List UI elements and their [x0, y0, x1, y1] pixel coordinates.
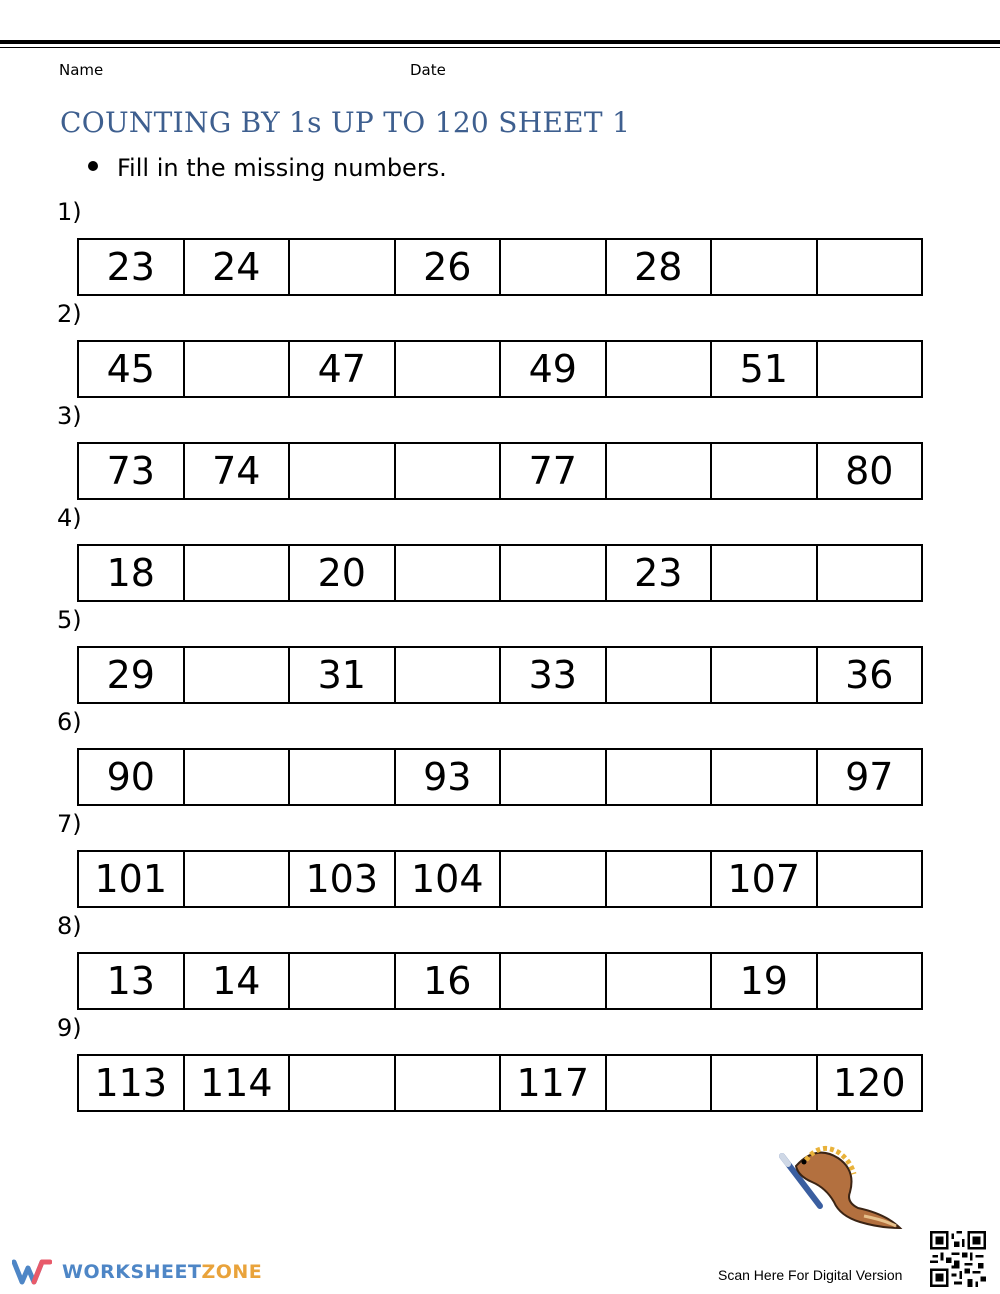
given-number-cell: 74 [185, 444, 291, 498]
problem-number: 5) [57, 606, 82, 634]
problem-number: 9) [57, 1014, 82, 1042]
given-number-cell: 14 [185, 954, 291, 1008]
answer-blank-cell[interactable] [185, 648, 291, 702]
given-number-cell: 90 [79, 750, 185, 804]
answer-blank-cell[interactable] [396, 546, 502, 600]
given-number-cell: 80 [845, 449, 894, 493]
given-number-cell: 29 [79, 648, 185, 702]
given-number-cell: 113 [79, 1056, 185, 1110]
answer-blank-cell[interactable] [818, 852, 922, 906]
answer-blank-cell[interactable] [396, 648, 502, 702]
answer-blank-cell[interactable] [607, 1056, 713, 1110]
given-number-cell: 19 [712, 954, 818, 1008]
given-number-cell: 31 [290, 648, 396, 702]
given-number-cell: 107 [712, 852, 818, 906]
scan-prompt: Scan Here For Digital Version [718, 1267, 903, 1283]
given-number-cell: 13 [79, 954, 185, 1008]
given-number-cell: 16 [396, 954, 502, 1008]
given-number-cell: 93 [396, 750, 502, 804]
given-number-cell: 47 [290, 342, 396, 396]
given-number-cell: 45 [79, 342, 185, 396]
answer-blank-cell[interactable] [501, 852, 607, 906]
problem-number: 7) [57, 810, 82, 838]
answer-blank-cell[interactable] [712, 648, 818, 702]
number-row [77, 1054, 923, 1112]
number-row [77, 952, 923, 1010]
given-number-cell: 18 [79, 546, 185, 600]
given-number-cell: 23 [79, 240, 185, 294]
given-number-cell: 23 [607, 546, 713, 600]
given-number-cell: 33 [501, 648, 607, 702]
given-number-cell: 20 [290, 546, 396, 600]
answer-blank-cell[interactable] [712, 444, 818, 498]
problem-number: 6) [57, 708, 82, 736]
answer-blank-cell[interactable] [607, 954, 713, 1008]
answer-blank-cell[interactable] [712, 750, 818, 804]
given-number-cell: 77 [501, 444, 607, 498]
answer-blank-cell[interactable] [501, 750, 607, 804]
given-number-cell: 24 [185, 240, 291, 294]
given-number-cell: 97 [845, 755, 894, 799]
given-number-cell: 26 [396, 240, 502, 294]
given-number-cell: 28 [607, 240, 713, 294]
problem-number: 8) [57, 912, 82, 940]
given-number-cell: 101 [79, 852, 185, 906]
answer-blank-cell[interactable] [607, 852, 713, 906]
answer-blank-cell[interactable] [185, 852, 291, 906]
answer-blank-cell[interactable] [396, 1056, 502, 1110]
answer-blank-cell[interactable] [607, 648, 713, 702]
problem-number: 4) [57, 504, 82, 532]
number-row [77, 238, 923, 296]
answer-blank-cell[interactable] [396, 342, 502, 396]
number-row [77, 850, 923, 908]
answer-blank-cell[interactable] [607, 750, 713, 804]
answer-blank-cell[interactable] [290, 444, 396, 498]
answer-blank-cell[interactable] [818, 342, 922, 396]
answer-blank-cell[interactable] [290, 954, 396, 1008]
brand-name [62, 1261, 262, 1283]
answer-blank-cell[interactable] [501, 954, 607, 1008]
number-row [77, 442, 923, 500]
number-row [77, 748, 923, 806]
number-row [77, 544, 923, 602]
problem-number: 3) [57, 402, 82, 430]
problem-number: 1) [57, 198, 82, 226]
answer-blank-cell[interactable] [185, 546, 291, 600]
brand-main: WORKSHEET [62, 1261, 202, 1283]
instruction [88, 154, 447, 182]
name-field-label: Name [59, 61, 104, 79]
answer-blank-cell[interactable] [607, 444, 713, 498]
answer-blank-cell[interactable] [290, 240, 396, 294]
header-rule-thick [0, 40, 1000, 44]
answer-blank-cell[interactable] [501, 240, 607, 294]
given-number-cell: 36 [845, 653, 894, 697]
given-number-cell: 51 [712, 342, 818, 396]
answer-blank-cell[interactable] [607, 342, 713, 396]
answer-blank-cell[interactable] [712, 546, 818, 600]
instruction-text: Fill in the missing numbers. [117, 154, 447, 182]
problem-number: 2) [57, 300, 82, 328]
given-number-cell: 114 [185, 1056, 291, 1110]
answer-blank-cell[interactable] [185, 750, 291, 804]
answer-blank-cell[interactable] [290, 1056, 396, 1110]
answer-blank-cell[interactable] [290, 750, 396, 804]
answer-blank-cell[interactable] [818, 546, 922, 600]
brand-accent: ZONE [201, 1261, 263, 1283]
given-number-cell: 120 [832, 1061, 906, 1105]
number-row [77, 646, 923, 704]
bullet-icon [88, 161, 98, 171]
answer-blank-cell[interactable] [712, 1056, 818, 1110]
given-number-cell: 49 [501, 342, 607, 396]
given-number-cell: 73 [79, 444, 185, 498]
answer-blank-cell[interactable] [712, 240, 818, 294]
answer-blank-cell[interactable] [818, 954, 922, 1008]
header-rule-thin [0, 47, 1000, 48]
answer-blank-cell[interactable] [185, 342, 291, 396]
given-number-cell: 117 [501, 1056, 607, 1110]
answer-blank-cell[interactable] [396, 444, 502, 498]
lizard-mascot-icon [776, 1136, 906, 1232]
answer-blank-cell[interactable] [818, 240, 922, 294]
worksheetzone-logo [12, 1258, 262, 1286]
worksheet-title: COUNTING BY 1s UP TO 120 SHEET 1 [60, 106, 631, 139]
date-field-label: Date [410, 61, 446, 79]
answer-blank-cell[interactable] [501, 546, 607, 600]
number-row [77, 340, 923, 398]
qr-code-icon[interactable] [930, 1231, 986, 1287]
worksheetzone-logo-icon [12, 1258, 52, 1286]
given-number-cell: 103 [290, 852, 396, 906]
given-number-cell: 104 [396, 852, 502, 906]
